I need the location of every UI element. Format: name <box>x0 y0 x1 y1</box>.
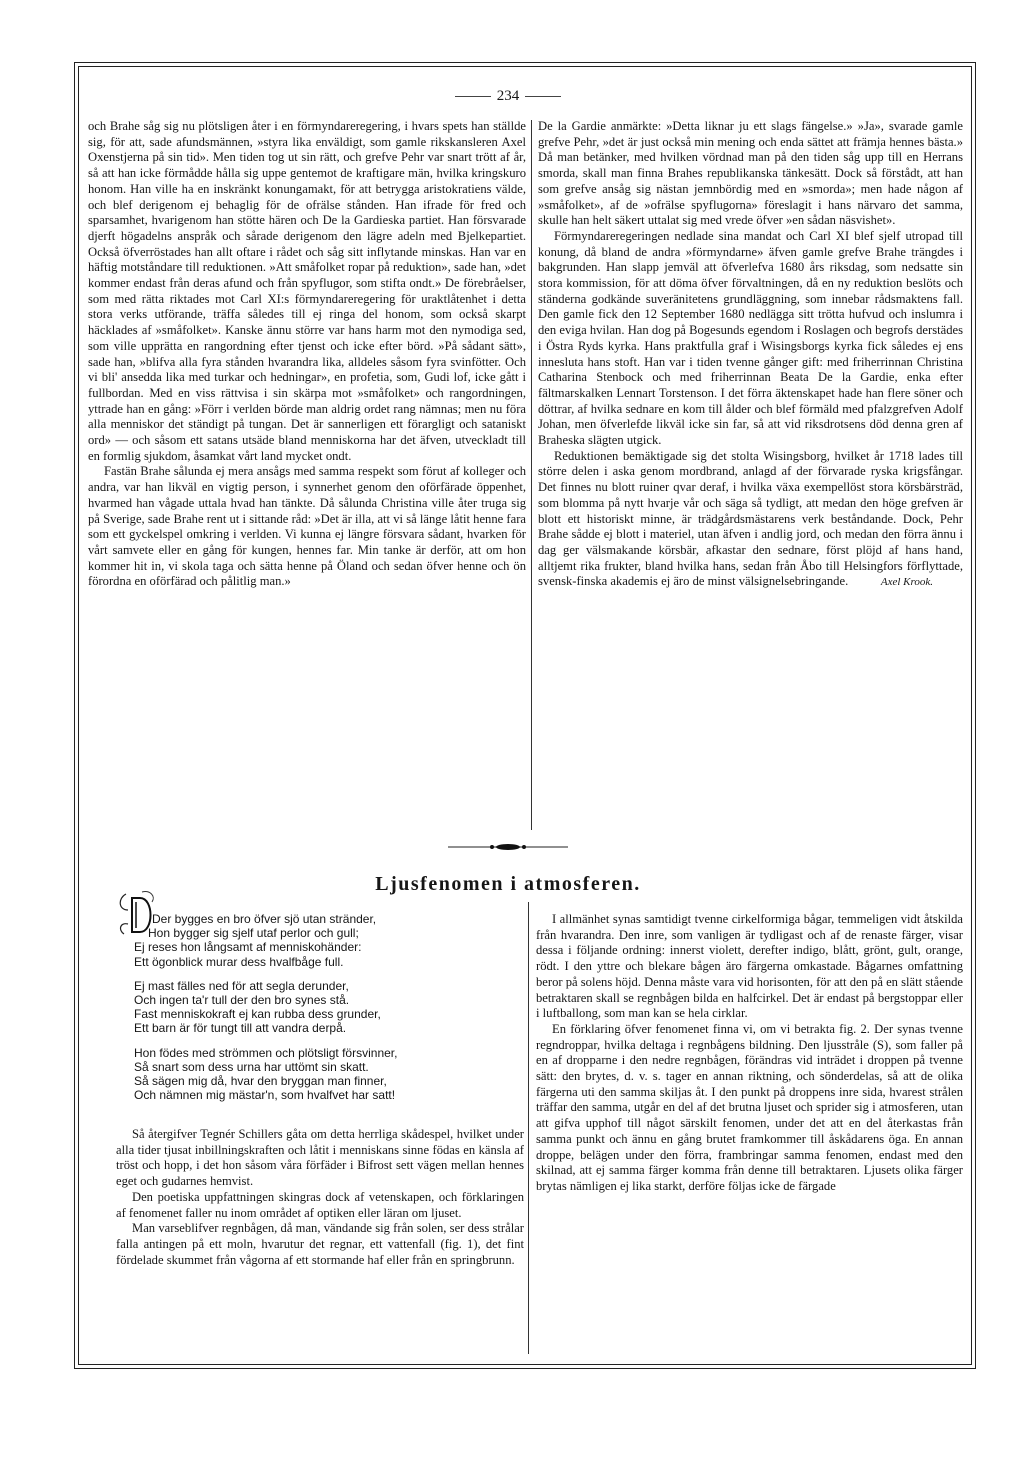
article1-right-column <box>538 119 963 831</box>
poem-line: Så snart som dess urna har uttömt sin skatt. <box>134 1059 369 1074</box>
dash-right <box>525 96 561 97</box>
article2-left-column <box>116 1127 524 1357</box>
article2-title: Ljusfenomen i atmosferen. <box>375 873 641 895</box>
article2-left-paragraph-3: Man varseblifver regnbågen, då man, vändande sig från solen, ser dess strålar falla antingen på ett moln, hvarutur det regnar, ett vattenfall (fig. 1), det fint fördelade skummet från vågorna af ett stormande haf eller från en springbrunn. <box>116 1221 524 1267</box>
dash-left <box>455 96 491 97</box>
poem-line: Och ingen ta'r tull der den bro synes stå. <box>134 993 350 1008</box>
author-signature: Axel Krook. <box>880 576 933 589</box>
article1-right-paragraph-1: De la Gardie anmärkte: »Detta liknar ju ett slags fängelse.» »Ja», svarade gamle grefve Pehr, »det är just också min mening och enda sättet att främja hennes bästa.» Då man betänker, med hvilken vördnad man på den tiden såg upp till en Herrans smorda, skall man finna Brahes republikanska tänkesätt. Dock så förstådt, att han som grefve ansåg sig nästan jemnbördig med en »smorda»; men hade någon af »småfolket», af de »ofrälse spyflugorna» föreslagit i hans närvaro det samma, skulle han helt säkert uttalat sig med vrede öfver »en sådan näsvishet». <box>538 119 963 228</box>
poem-stanza <box>118 1046 518 1103</box>
poem-stanza <box>118 912 518 969</box>
poem-line: Ej mast fälles ned för att segla derunder, <box>134 978 349 993</box>
page-number-text: 234 <box>496 88 520 104</box>
article2-left-paragraph-1: Så återgifver Tegnér Schillers gåta om detta herrliga skådespel, hvilket under alla tider tjusat inbillningskraften och låtit i menniskans sinne födas en känsla af tröst och hopp, i det hon såsom våra förfäder i Bifrost sett vägen mellan hennes eget och gudarnes hemvist. <box>116 1127 524 1189</box>
ornament-divider <box>448 842 568 852</box>
article1-left-paragraph-2: Fastän Brahe sålunda ej mera ansågs med samma respekt som förut af kolleger och andra, var han likväl en vigtig person, i synnerhet genom den oförfärade öppenhet, hvarmed han vågade uttala hvad han tänkte. Då sålunda Christina ville åter truga sig på Sverige, sade Brahe rent ut i sittande råd: »Det är illa, att vi så länge låtit henne fara som ett gyckelspel omkring i verlden. Vi kunna ej längre försvara sådant, hvarken för vårt samvete eller en gång för kungen, hennes far. Min tanke är derför, att om hon kommer hit in, vi skola taga och sätta henne på Öland och sedan öfver henne och ön förordna en oförfärad och pålitlig man.» <box>88 464 526 589</box>
poem-line: Så sägen mig då, hvar den bryggan man finner, <box>134 1074 387 1089</box>
article1-right-paragraph-2: Förmyndareregeringen nedlade sina mandat och Carl XI blef sjelf utropad till konung, då bland de andra »förmyndarne» äfven gamle grefve Brahe trängdes i bakgrunden. Han slapp jemväl att öfverlefva 1680 års riksdag, som nedsatte sin stora kommission, för att döma öfver förvaltningen, då en ny reduktion beslöts och ständerna godkände suveränitetens grundläggning, som innebar rådsmaktens fall. Den gamle fick den 12 September 1680 nedlägga sitt trötta hufvud och inslumra i den eviga hvilan. Han dog på Bogesunds egendom i Roslagen och begrofs derstädes i Östra Ryds kyrka. Hans praktfulla graf i Wisingsborgs kyrka fick således ej ens innesluta hans stoft. Han var i tiden tvenne gånger gift: med friherrinnan Christina Catharina Stenbock och med friherrinnan Beata De la Gardie, enka efter fältmarskalken Lennart Torstenson. I det förra äktenskapet hade han flere söner och döttrar, af hvilka sednare en kom till ålder och blef förmäld med pfalzgrefven Adolf Johan, men öfverlefde likväl icke sin far, så att vid riksdrotsens död denna gren af Braheska slägten utgick. <box>538 228 963 448</box>
poem-line: Och nämnen mig mästar'n, som hvalfvet har satt! <box>134 1088 396 1103</box>
article2-right-paragraph-2: En förklaring öfver fenomenet finna vi, om vi betrakta fig. 2. Der synas tvenne regndroppar, hvilka deltaga i regnbågens bildning. Den ljusstråle (S), som faller på en af dropparne i den nedre regnbågen, förändras vid inträdet i droppen på tvenne sätt: den brytes, d. v. s. tager en annan riktning, och sönderdelas, så att de olika färgerna uti den samma skiljas åt. I den punkt på droppens inre sida, hvarest strålen träffar den samma, utgår en del af det brutna ljuset och sprider sig i atmosferen, utan att gifva upphof till något särskilt fenomen, under det att en del återkastas från samma punkt och ännu en gång brutet framkommer till åskådarens öga. En annan droppe, belägen under den förra, frambringar samma fenomen, endast med den skilnad, att ej samma färger komma från denne till betraktaren. Ljusets olika färger brytas nämligen ej lika starkt, derföre följas icke de färgade <box>536 1021 963 1193</box>
article2-left-paragraph-2: Den poetiska uppfattningen skingras dock af vetenskapen, och förklaringen af fenomenet faller nu inom området af optiken eller läran om ljuset. <box>116 1189 524 1220</box>
article1-right-paragraph-3: Reduktionen bemäktigade sig det stolta Wisingsborg, hvilket år 1718 lades till större delen i aska genom mordbrand, anlagd af der förvarade ryska krigsfångar. Det finnes nu blott ruiner qvar deraf, i hvilka växa exempellöst stora körsbärsträd, som blomma på nytt hvarje vår och säga så tydligt, att medan den höge grefven är blott ett historiskt minne, är trädgårdsmästarens verk beståndande. Dock, Pehr Brahe sådde ej blott i materiel, utan äfven i andlig jord, och medan den förra ännu i dag ger välsmakande körsbär, afkastar den sednare, först plöjd af hans hand, alltjemt rika frukter, bland hvilka hans, sedan från Åbo till Helsingfors förflyttade, svensk-finska akademis ej äro de minst välsignelsebringande. <box>538 448 963 589</box>
poem-line: Fast menniskokraft ej kan rubba dess grunder, <box>134 1007 381 1022</box>
poem-stanza <box>118 979 518 1036</box>
poem <box>118 912 518 1112</box>
poem-line: Ett barn är för tungt till att vandra derpå. <box>134 1021 347 1036</box>
column-divider-bottom <box>528 902 529 1354</box>
poem-line: Der bygges en bro öfver sjö utan stränder, <box>152 912 377 926</box>
article2-right-paragraph-1: I allmänhet synas samtidigt tvenne cirkelformiga bågar, temmeligen vidt åtskilda från hvarandra. Den inre, som vanligen är tydligast och af de renaste färger, visar dessa i följande ordning: innerst violett, derefter indigo, blått, grönt, gult, orange, rödt. I den yttre och blekare bågen äro färgerna omkastade. Bågarnes omfattning beror på solens höjd. Denna måste vara vid horisonten, för att den på en slätt stående betraktaren skall se regnbågen bilda en halfcirkel. Det är endast på bergstoppar eller i luftballong, som man kan se hela cirklar. <box>536 912 963 1021</box>
column-divider-top <box>531 120 532 830</box>
poem-line: Hon bygger sig sjelf utaf perlor och gull; <box>148 926 359 941</box>
article1-left-paragraph-1: och Brahe såg sig nu plötsligen åter i en förmyndareregering, i hvars spets han ställde sig, för att, sade afundsmännen, »styra lika enväldigt, som gamle rikskansleren Axel Oxenstjerna på sin tid». Men tiden tog ut sin rätt, och grefve Pehr var snart trött af år, så att han icke förmådde hålla sig uppe gentemot de kraftigare män, hvilka kringskuro honom. Han ville ha en inskränkt konungamakt, för att betrygga aristokratiens välde, och blef derigenom ej behaglig för de ofrälse stånden. Han ifrade för fred och sparsamhet, hvarigenom han stötte hären och De la Gardieska partiet. Han försvarade djerft högadelns anspråk och sårade derigenom den lägre adeln med Bjelkepartiet. Också öfverröstades han allt oftare i rådet och såg sitt inflytande minskas. Han var en häftig motståndare till reduktionen. »Att småfolket ropar på reduktion», sade han, »det kommer endast från deras afund och från spyflugor, som stifta ondt.» De förebråelser, som med rätta riktades mot Carl XI:s förmyndareregering för uraktlåtenhet i detta stora verks utförande, träffa således till ej ringa del honom, som också skarpt häcklades af »småfolket». Kanske ännu större var hans harm mot den nymodiga sed, som ville upprätta en rangordning efter tjenst och icke efter börd. »På sådant sätt», sade han, »blifva alla fyra stånden hvarandra lika, alldeles såsom fyra svinfötter. Och vi bli' ansedda lika med turkar och hedningar», en profetia, som, Gudi lof, icke gått i fullbordan. Med en viss rättvisa i sin skärpa mot »småfolket» och rangordningen, yttrade han en gång: »Förr i verlden börde man aldrig ordet rang nämnas; men nu föra alla menniskor det ständigt på tungan. Det är sannerligen ett förargligt och sataniskt ord» — och såsom ett satans utsäde bland menniskorna har det äfven, utveckladt till en formlig sjukdom, åsamkat vårt land mycket ondt. <box>88 119 526 463</box>
poem-line: Ett ögonblick murar dess hvalfbåge full. <box>134 954 344 969</box>
poem-line: Ej reses hon långsamt af menniskohänder: <box>134 940 362 955</box>
poem-line: Hon födes med strömmen och plötsligt försvinner, <box>134 1045 398 1060</box>
page-number <box>0 88 1016 105</box>
article2-right-column <box>536 912 963 1360</box>
article1-left-column <box>88 119 526 831</box>
